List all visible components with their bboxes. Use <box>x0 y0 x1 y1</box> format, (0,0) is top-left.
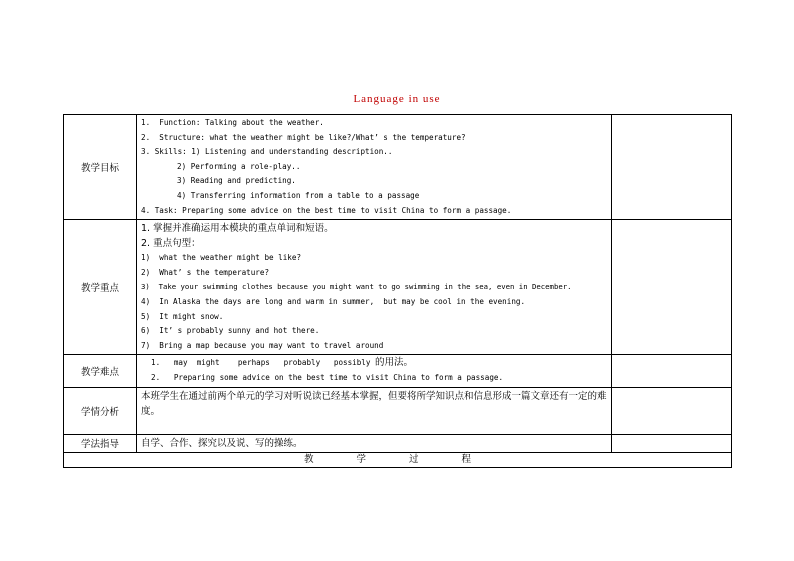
row-key-points <box>64 220 732 355</box>
label-situation: 学情分析 <box>64 387 137 434</box>
situation-text: 本班学生在通过前两个单元的学习对听说读已经基本掌握，但要将所学知识点和信息形成一篇文章还有一定的难度。 <box>141 390 607 417</box>
row-method <box>64 434 732 452</box>
notes-cell <box>612 434 732 452</box>
difficulty-line <box>151 356 609 371</box>
content-key-points <box>137 220 612 355</box>
objective-line: 2) Performing a role-play.. <box>177 161 301 171</box>
label-key-points: 教学重点 <box>64 220 137 355</box>
objective-line: 2. Structure: what the weather might be like?/What’ s the temperature? <box>141 132 466 142</box>
row-process-header <box>64 452 732 467</box>
objective-line: 3) Reading and predicting. <box>177 176 296 186</box>
key-sentence: 1) what the weather might be like? <box>141 253 302 263</box>
method-text: 自学、合作、探究以及说、写的操练。 <box>141 437 303 449</box>
row-situation <box>64 387 732 434</box>
content-method <box>137 434 612 452</box>
lesson-plan-table <box>63 114 732 468</box>
label-difficulties: 教学难点 <box>64 355 137 387</box>
key-sentence: 2) What’ s the temperature? <box>141 267 270 277</box>
key-sentence: 4) In Alaska the days are long and warm in summer, but may be cool in the evening. <box>141 296 526 306</box>
document-title: Language in use <box>353 93 441 105</box>
label-method: 学法指导 <box>64 434 137 452</box>
key-sentence: 3) Take your swimming clothes because you might want to go swimming in the sea, even in December. <box>141 282 572 292</box>
row-objectives <box>64 115 732 220</box>
key-sentence: 7) Bring a map because you may want to travel around <box>141 340 384 350</box>
process-header: 教 学 过 程 <box>64 452 732 467</box>
key-sentence: 5) It might snow. <box>141 311 224 321</box>
difficulty-words: 1. may might perhaps probably possibly <box>151 358 376 368</box>
difficulty-line: 2. Preparing some advice on the best time to visit China to form a passage. <box>151 372 504 382</box>
notes-cell <box>612 115 732 220</box>
objective-line: 1. Function: Talking about the weather. <box>141 118 324 127</box>
key-point-line: 1. 掌握并准确运用本模块的重点单词和短语。 <box>141 223 334 235</box>
content-objectives <box>137 115 612 220</box>
label-objectives: 教学目标 <box>64 115 137 220</box>
content-difficulties <box>137 355 612 387</box>
objective-line: 4. Task: Preparing some advice on the best time to visit China to form a passage. <box>141 205 512 215</box>
notes-cell <box>612 355 732 387</box>
objective-line: 4) Transferring information from a table to a passage <box>177 190 420 200</box>
notes-cell <box>612 220 732 355</box>
difficulty-usage: 的用法。 <box>375 357 414 369</box>
key-point-line: 2. 重点句型： <box>141 238 201 250</box>
key-sentence: 6) It’ s probably sunny and hot there. <box>141 326 320 336</box>
content-situation <box>137 387 612 434</box>
objective-line: 3. Skills: 1) Listening and understanding description.. <box>141 147 393 157</box>
notes-cell <box>612 387 732 434</box>
row-difficulties <box>64 355 732 387</box>
